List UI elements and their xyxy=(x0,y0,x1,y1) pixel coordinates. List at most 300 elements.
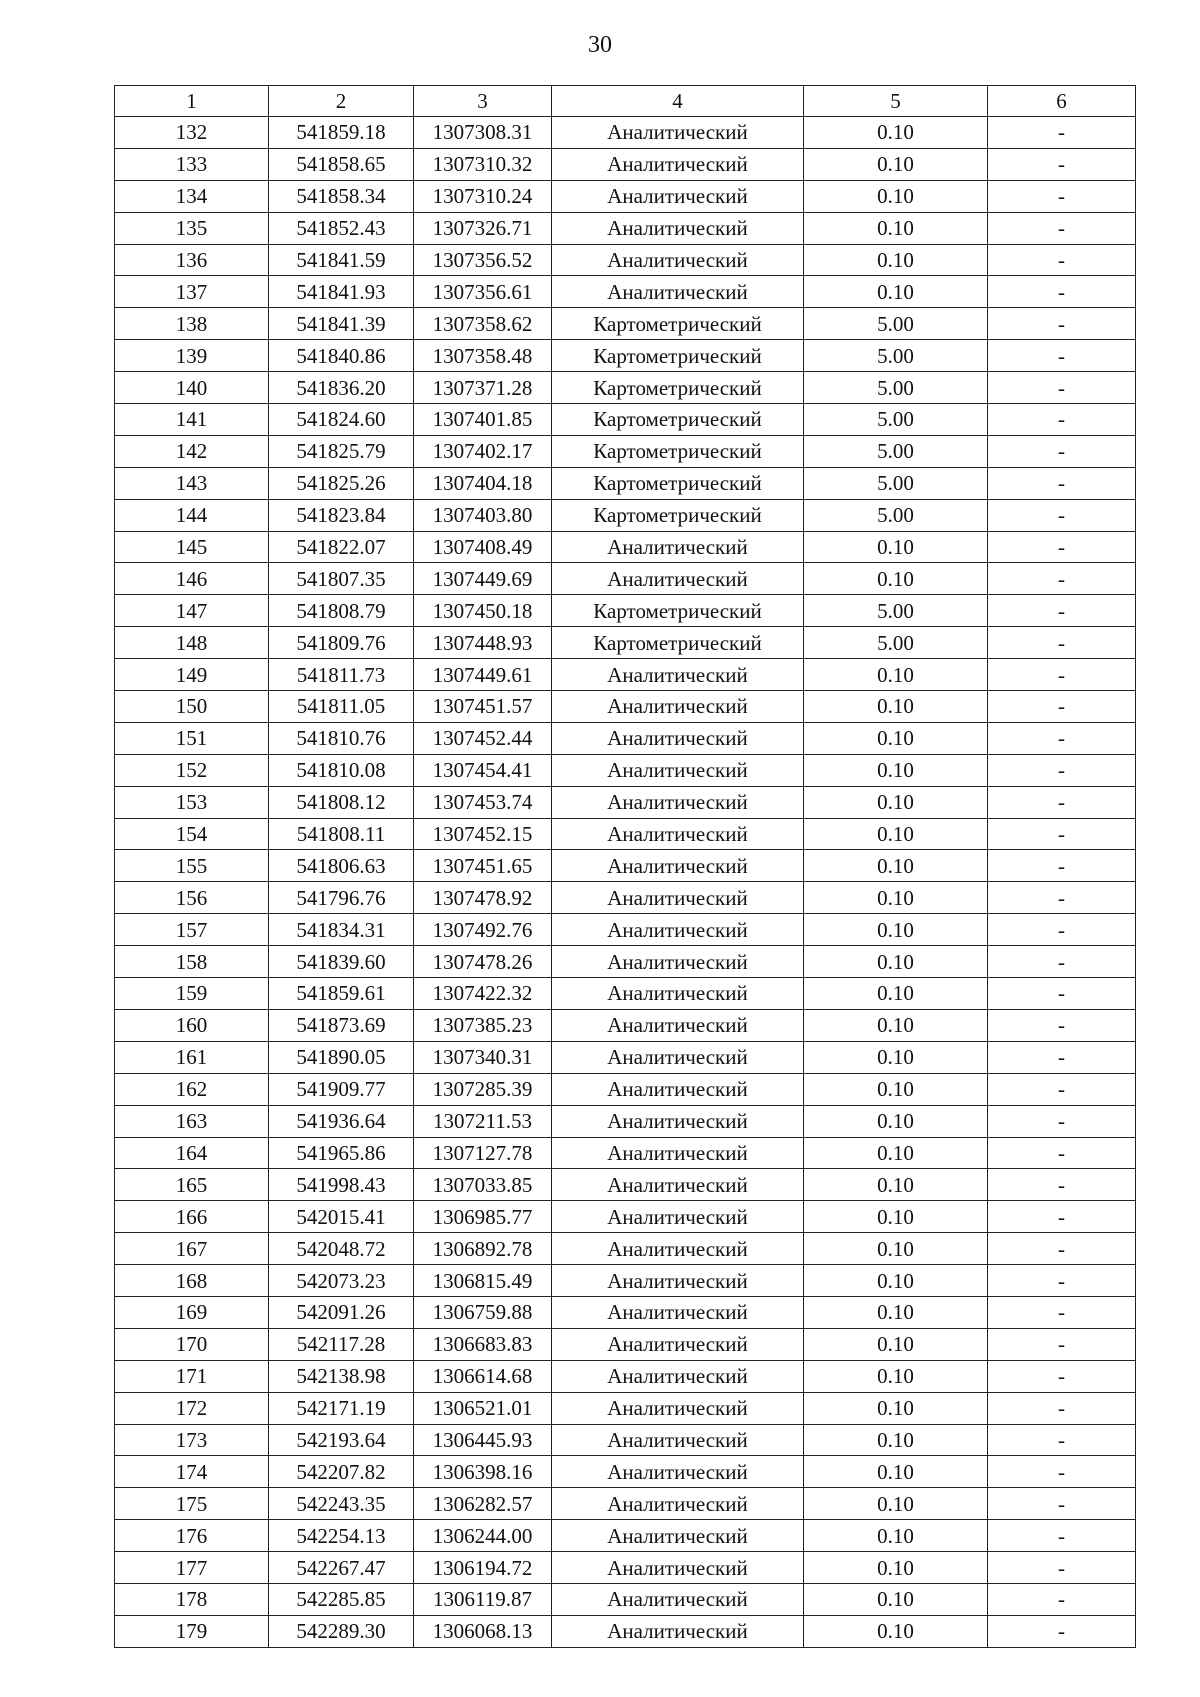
y-coordinate-cell: 1307478.26 xyxy=(414,946,552,978)
table-row xyxy=(115,1201,1136,1233)
table-row xyxy=(115,1041,1136,1073)
method-cell: Картометрический xyxy=(552,435,804,467)
y-coordinate-cell: 1307356.61 xyxy=(414,276,552,308)
table-row xyxy=(115,659,1136,691)
accuracy-cell: 0.10 xyxy=(804,563,988,595)
table-row xyxy=(115,595,1136,627)
table-row xyxy=(115,1360,1136,1392)
point-number-cell: 136 xyxy=(115,244,269,276)
x-coordinate-cell: 541796.76 xyxy=(269,882,414,914)
accuracy-cell: 0.10 xyxy=(804,659,988,691)
accuracy-cell: 5.00 xyxy=(804,627,988,659)
method-cell: Аналитический xyxy=(552,117,804,149)
note-cell: - xyxy=(988,435,1136,467)
table-row xyxy=(115,1105,1136,1137)
accuracy-cell: 0.10 xyxy=(804,1137,988,1169)
point-number-cell: 144 xyxy=(115,499,269,531)
table-row xyxy=(115,786,1136,818)
note-cell: - xyxy=(988,1009,1136,1041)
method-cell: Аналитический xyxy=(552,1041,804,1073)
note-cell: - xyxy=(988,1296,1136,1328)
point-number-cell: 161 xyxy=(115,1041,269,1073)
point-number-cell: 170 xyxy=(115,1328,269,1360)
method-cell: Аналитический xyxy=(552,850,804,882)
x-coordinate-cell: 541807.35 xyxy=(269,563,414,595)
method-cell: Аналитический xyxy=(552,691,804,723)
table-row xyxy=(115,818,1136,850)
note-cell: - xyxy=(988,786,1136,818)
y-coordinate-cell: 1306614.68 xyxy=(414,1360,552,1392)
accuracy-cell: 0.10 xyxy=(804,850,988,882)
y-coordinate-cell: 1307451.57 xyxy=(414,691,552,723)
method-cell: Картометрический xyxy=(552,404,804,436)
x-coordinate-cell: 541841.39 xyxy=(269,308,414,340)
table-row xyxy=(115,212,1136,244)
point-number-cell: 151 xyxy=(115,722,269,754)
note-cell: - xyxy=(988,212,1136,244)
x-coordinate-cell: 541858.65 xyxy=(269,148,414,180)
method-cell: Аналитический xyxy=(552,1456,804,1488)
method-cell: Аналитический xyxy=(552,1265,804,1297)
point-number-cell: 164 xyxy=(115,1137,269,1169)
point-number-cell: 146 xyxy=(115,563,269,595)
method-cell: Аналитический xyxy=(552,1424,804,1456)
accuracy-cell: 0.10 xyxy=(804,531,988,563)
y-coordinate-cell: 1307452.44 xyxy=(414,722,552,754)
note-cell: - xyxy=(988,1488,1136,1520)
header-cell-2: 2 xyxy=(269,86,414,117)
note-cell: - xyxy=(988,1041,1136,1073)
point-number-cell: 172 xyxy=(115,1392,269,1424)
table-row xyxy=(115,499,1136,531)
accuracy-cell: 0.10 xyxy=(804,754,988,786)
note-cell: - xyxy=(988,1169,1136,1201)
y-coordinate-cell: 1307448.93 xyxy=(414,627,552,659)
point-number-cell: 145 xyxy=(115,531,269,563)
y-coordinate-cell: 1307033.85 xyxy=(414,1169,552,1201)
accuracy-cell: 0.10 xyxy=(804,818,988,850)
y-coordinate-cell: 1307326.71 xyxy=(414,212,552,244)
y-coordinate-cell: 1306683.83 xyxy=(414,1328,552,1360)
method-cell: Аналитический xyxy=(552,978,804,1010)
header-row xyxy=(115,86,1136,117)
accuracy-cell: 5.00 xyxy=(804,340,988,372)
x-coordinate-cell: 541822.07 xyxy=(269,531,414,563)
x-coordinate-cell: 541808.11 xyxy=(269,818,414,850)
y-coordinate-cell: 1307356.52 xyxy=(414,244,552,276)
note-cell: - xyxy=(988,627,1136,659)
note-cell: - xyxy=(988,1328,1136,1360)
x-coordinate-cell: 542243.35 xyxy=(269,1488,414,1520)
point-number-cell: 141 xyxy=(115,404,269,436)
accuracy-cell: 0.10 xyxy=(804,1488,988,1520)
point-number-cell: 134 xyxy=(115,180,269,212)
note-cell: - xyxy=(988,978,1136,1010)
y-coordinate-cell: 1307211.53 xyxy=(414,1105,552,1137)
method-cell: Картометрический xyxy=(552,340,804,372)
method-cell: Аналитический xyxy=(552,1392,804,1424)
accuracy-cell: 0.10 xyxy=(804,1456,988,1488)
point-number-cell: 157 xyxy=(115,914,269,946)
method-cell: Аналитический xyxy=(552,148,804,180)
x-coordinate-cell: 541841.93 xyxy=(269,276,414,308)
x-coordinate-cell: 541834.31 xyxy=(269,914,414,946)
x-coordinate-cell: 541839.60 xyxy=(269,946,414,978)
table-row xyxy=(115,882,1136,914)
table-row xyxy=(115,850,1136,882)
table-row xyxy=(115,244,1136,276)
table-body xyxy=(115,117,1136,1648)
y-coordinate-cell: 1306068.13 xyxy=(414,1615,552,1647)
x-coordinate-cell: 541936.64 xyxy=(269,1105,414,1137)
y-coordinate-cell: 1307385.23 xyxy=(414,1009,552,1041)
table-row xyxy=(115,1424,1136,1456)
point-number-cell: 132 xyxy=(115,117,269,149)
y-coordinate-cell: 1307449.61 xyxy=(414,659,552,691)
y-coordinate-cell: 1307478.92 xyxy=(414,882,552,914)
table-row xyxy=(115,531,1136,563)
point-number-cell: 149 xyxy=(115,659,269,691)
method-cell: Аналитический xyxy=(552,1137,804,1169)
method-cell: Аналитический xyxy=(552,180,804,212)
note-cell: - xyxy=(988,1360,1136,1392)
point-number-cell: 135 xyxy=(115,212,269,244)
accuracy-cell: 5.00 xyxy=(804,435,988,467)
note-cell: - xyxy=(988,1615,1136,1647)
point-number-cell: 150 xyxy=(115,691,269,723)
method-cell: Аналитический xyxy=(552,1583,804,1615)
point-number-cell: 171 xyxy=(115,1360,269,1392)
accuracy-cell: 0.10 xyxy=(804,1233,988,1265)
table-row xyxy=(115,404,1136,436)
point-number-cell: 160 xyxy=(115,1009,269,1041)
method-cell: Аналитический xyxy=(552,1520,804,1552)
table-row xyxy=(115,372,1136,404)
accuracy-cell: 0.10 xyxy=(804,1296,988,1328)
y-coordinate-cell: 1307127.78 xyxy=(414,1137,552,1169)
y-coordinate-cell: 1306119.87 xyxy=(414,1583,552,1615)
x-coordinate-cell: 541890.05 xyxy=(269,1041,414,1073)
table-row xyxy=(115,1552,1136,1584)
header-cell-3: 3 xyxy=(414,86,552,117)
y-coordinate-cell: 1307454.41 xyxy=(414,754,552,786)
method-cell: Аналитический xyxy=(552,276,804,308)
table-row xyxy=(115,563,1136,595)
table-row xyxy=(115,276,1136,308)
point-number-cell: 155 xyxy=(115,850,269,882)
method-cell: Аналитический xyxy=(552,1169,804,1201)
table-row xyxy=(115,1009,1136,1041)
accuracy-cell: 0.10 xyxy=(804,180,988,212)
x-coordinate-cell: 542091.26 xyxy=(269,1296,414,1328)
table-row xyxy=(115,1296,1136,1328)
x-coordinate-cell: 541841.59 xyxy=(269,244,414,276)
method-cell: Аналитический xyxy=(552,1360,804,1392)
note-cell: - xyxy=(988,1201,1136,1233)
accuracy-cell: 0.10 xyxy=(804,722,988,754)
accuracy-cell: 5.00 xyxy=(804,404,988,436)
note-cell: - xyxy=(988,276,1136,308)
accuracy-cell: 0.10 xyxy=(804,882,988,914)
note-cell: - xyxy=(988,404,1136,436)
point-number-cell: 159 xyxy=(115,978,269,1010)
method-cell: Картометрический xyxy=(552,627,804,659)
x-coordinate-cell: 541852.43 xyxy=(269,212,414,244)
method-cell: Аналитический xyxy=(552,1615,804,1647)
method-cell: Аналитический xyxy=(552,1233,804,1265)
table-row xyxy=(115,1137,1136,1169)
x-coordinate-cell: 541909.77 xyxy=(269,1073,414,1105)
x-coordinate-cell: 541810.76 xyxy=(269,722,414,754)
accuracy-cell: 5.00 xyxy=(804,467,988,499)
accuracy-cell: 0.10 xyxy=(804,1201,988,1233)
accuracy-cell: 0.10 xyxy=(804,212,988,244)
note-cell: - xyxy=(988,244,1136,276)
note-cell: - xyxy=(988,1105,1136,1137)
x-coordinate-cell: 541806.63 xyxy=(269,850,414,882)
table-row xyxy=(115,180,1136,212)
x-coordinate-cell: 542254.13 xyxy=(269,1520,414,1552)
note-cell: - xyxy=(988,659,1136,691)
point-number-cell: 169 xyxy=(115,1296,269,1328)
note-cell: - xyxy=(988,499,1136,531)
note-cell: - xyxy=(988,1456,1136,1488)
accuracy-cell: 0.10 xyxy=(804,148,988,180)
method-cell: Аналитический xyxy=(552,244,804,276)
y-coordinate-cell: 1306985.77 xyxy=(414,1201,552,1233)
table-row xyxy=(115,1073,1136,1105)
page-number: 30 xyxy=(588,32,612,58)
x-coordinate-cell: 541809.76 xyxy=(269,627,414,659)
method-cell: Картометрический xyxy=(552,499,804,531)
point-number-cell: 156 xyxy=(115,882,269,914)
point-number-cell: 173 xyxy=(115,1424,269,1456)
table-header xyxy=(115,86,1136,117)
method-cell: Аналитический xyxy=(552,1009,804,1041)
point-number-cell: 140 xyxy=(115,372,269,404)
y-coordinate-cell: 1306815.49 xyxy=(414,1265,552,1297)
y-coordinate-cell: 1306521.01 xyxy=(414,1392,552,1424)
method-cell: Аналитический xyxy=(552,563,804,595)
y-coordinate-cell: 1306759.88 xyxy=(414,1296,552,1328)
point-number-cell: 162 xyxy=(115,1073,269,1105)
method-cell: Картометрический xyxy=(552,372,804,404)
x-coordinate-cell: 541808.12 xyxy=(269,786,414,818)
accuracy-cell: 0.10 xyxy=(804,1520,988,1552)
note-cell: - xyxy=(988,722,1136,754)
note-cell: - xyxy=(988,531,1136,563)
x-coordinate-cell: 541873.69 xyxy=(269,1009,414,1041)
point-number-cell: 165 xyxy=(115,1169,269,1201)
y-coordinate-cell: 1307358.62 xyxy=(414,308,552,340)
note-cell: - xyxy=(988,1265,1136,1297)
table-row xyxy=(115,1392,1136,1424)
y-coordinate-cell: 1306194.72 xyxy=(414,1552,552,1584)
accuracy-cell: 0.10 xyxy=(804,1328,988,1360)
x-coordinate-cell: 541823.84 xyxy=(269,499,414,531)
header-cell-1: 1 xyxy=(115,86,269,117)
point-number-cell: 158 xyxy=(115,946,269,978)
method-cell: Аналитический xyxy=(552,786,804,818)
point-number-cell: 154 xyxy=(115,818,269,850)
y-coordinate-cell: 1306892.78 xyxy=(414,1233,552,1265)
note-cell: - xyxy=(988,1073,1136,1105)
accuracy-cell: 0.10 xyxy=(804,1073,988,1105)
note-cell: - xyxy=(988,946,1136,978)
x-coordinate-cell: 541825.26 xyxy=(269,467,414,499)
accuracy-cell: 5.00 xyxy=(804,499,988,531)
point-number-cell: 176 xyxy=(115,1520,269,1552)
method-cell: Аналитический xyxy=(552,531,804,563)
method-cell: Аналитический xyxy=(552,212,804,244)
y-coordinate-cell: 1306244.00 xyxy=(414,1520,552,1552)
note-cell: - xyxy=(988,850,1136,882)
y-coordinate-cell: 1307371.28 xyxy=(414,372,552,404)
accuracy-cell: 0.10 xyxy=(804,244,988,276)
accuracy-cell: 0.10 xyxy=(804,946,988,978)
note-cell: - xyxy=(988,1552,1136,1584)
table-row xyxy=(115,1456,1136,1488)
table-row xyxy=(115,1615,1136,1647)
table-row xyxy=(115,467,1136,499)
x-coordinate-cell: 541811.05 xyxy=(269,691,414,723)
y-coordinate-cell: 1307452.15 xyxy=(414,818,552,850)
method-cell: Аналитический xyxy=(552,1296,804,1328)
accuracy-cell: 0.10 xyxy=(804,1552,988,1584)
point-number-cell: 178 xyxy=(115,1583,269,1615)
point-number-cell: 166 xyxy=(115,1201,269,1233)
note-cell: - xyxy=(988,308,1136,340)
y-coordinate-cell: 1306445.93 xyxy=(414,1424,552,1456)
x-coordinate-cell: 542015.41 xyxy=(269,1201,414,1233)
y-coordinate-cell: 1307404.18 xyxy=(414,467,552,499)
method-cell: Аналитический xyxy=(552,914,804,946)
y-coordinate-cell: 1307492.76 xyxy=(414,914,552,946)
x-coordinate-cell: 542138.98 xyxy=(269,1360,414,1392)
y-coordinate-cell: 1307449.69 xyxy=(414,563,552,595)
x-coordinate-cell: 542048.72 xyxy=(269,1233,414,1265)
method-cell: Аналитический xyxy=(552,1552,804,1584)
point-number-cell: 174 xyxy=(115,1456,269,1488)
note-cell: - xyxy=(988,467,1136,499)
accuracy-cell: 0.10 xyxy=(804,691,988,723)
y-coordinate-cell: 1307401.85 xyxy=(414,404,552,436)
point-number-cell: 153 xyxy=(115,786,269,818)
y-coordinate-cell: 1307450.18 xyxy=(414,595,552,627)
method-cell: Аналитический xyxy=(552,882,804,914)
note-cell: - xyxy=(988,1392,1136,1424)
point-number-cell: 137 xyxy=(115,276,269,308)
accuracy-cell: 5.00 xyxy=(804,372,988,404)
accuracy-cell: 0.10 xyxy=(804,117,988,149)
note-cell: - xyxy=(988,914,1136,946)
table-row xyxy=(115,691,1136,723)
point-number-cell: 167 xyxy=(115,1233,269,1265)
coordinates-table xyxy=(114,85,1136,1648)
method-cell: Аналитический xyxy=(552,818,804,850)
table-row xyxy=(115,1488,1136,1520)
accuracy-cell: 0.10 xyxy=(804,1583,988,1615)
accuracy-cell: 0.10 xyxy=(804,1169,988,1201)
table-row xyxy=(115,914,1136,946)
y-coordinate-cell: 1307340.31 xyxy=(414,1041,552,1073)
header-cell-5: 5 xyxy=(804,86,988,117)
method-cell: Картометрический xyxy=(552,467,804,499)
accuracy-cell: 5.00 xyxy=(804,308,988,340)
x-coordinate-cell: 541836.20 xyxy=(269,372,414,404)
method-cell: Аналитический xyxy=(552,1201,804,1233)
point-number-cell: 179 xyxy=(115,1615,269,1647)
method-cell: Картометрический xyxy=(552,595,804,627)
x-coordinate-cell: 542207.82 xyxy=(269,1456,414,1488)
table-row xyxy=(115,627,1136,659)
y-coordinate-cell: 1306282.57 xyxy=(414,1488,552,1520)
x-coordinate-cell: 541824.60 xyxy=(269,404,414,436)
note-cell: - xyxy=(988,1424,1136,1456)
note-cell: - xyxy=(988,882,1136,914)
point-number-cell: 152 xyxy=(115,754,269,786)
accuracy-cell: 0.10 xyxy=(804,1105,988,1137)
table-row xyxy=(115,978,1136,1010)
method-cell: Аналитический xyxy=(552,754,804,786)
x-coordinate-cell: 541859.18 xyxy=(269,117,414,149)
y-coordinate-cell: 1306398.16 xyxy=(414,1456,552,1488)
y-coordinate-cell: 1307408.49 xyxy=(414,531,552,563)
method-cell: Аналитический xyxy=(552,659,804,691)
y-coordinate-cell: 1307310.32 xyxy=(414,148,552,180)
method-cell: Аналитический xyxy=(552,1105,804,1137)
y-coordinate-cell: 1307403.80 xyxy=(414,499,552,531)
table-row xyxy=(115,340,1136,372)
x-coordinate-cell: 541825.79 xyxy=(269,435,414,467)
note-cell: - xyxy=(988,595,1136,627)
note-cell: - xyxy=(988,691,1136,723)
accuracy-cell: 0.10 xyxy=(804,1360,988,1392)
x-coordinate-cell: 542267.47 xyxy=(269,1552,414,1584)
accuracy-cell: 0.10 xyxy=(804,786,988,818)
table-row xyxy=(115,1265,1136,1297)
point-number-cell: 175 xyxy=(115,1488,269,1520)
accuracy-cell: 0.10 xyxy=(804,1041,988,1073)
point-number-cell: 133 xyxy=(115,148,269,180)
table-row xyxy=(115,754,1136,786)
note-cell: - xyxy=(988,117,1136,149)
x-coordinate-cell: 542289.30 xyxy=(269,1615,414,1647)
note-cell: - xyxy=(988,1233,1136,1265)
x-coordinate-cell: 541998.43 xyxy=(269,1169,414,1201)
method-cell: Аналитический xyxy=(552,1488,804,1520)
table-row xyxy=(115,1233,1136,1265)
y-coordinate-cell: 1307451.65 xyxy=(414,850,552,882)
method-cell: Аналитический xyxy=(552,722,804,754)
accuracy-cell: 0.10 xyxy=(804,978,988,1010)
x-coordinate-cell: 542171.19 xyxy=(269,1392,414,1424)
point-number-cell: 139 xyxy=(115,340,269,372)
point-number-cell: 168 xyxy=(115,1265,269,1297)
point-number-cell: 143 xyxy=(115,467,269,499)
y-coordinate-cell: 1307308.31 xyxy=(414,117,552,149)
point-number-cell: 138 xyxy=(115,308,269,340)
note-cell: - xyxy=(988,148,1136,180)
note-cell: - xyxy=(988,372,1136,404)
method-cell: Аналитический xyxy=(552,946,804,978)
table-row xyxy=(115,435,1136,467)
accuracy-cell: 5.00 xyxy=(804,595,988,627)
note-cell: - xyxy=(988,180,1136,212)
header-cell-6: 6 xyxy=(988,86,1136,117)
y-coordinate-cell: 1307422.32 xyxy=(414,978,552,1010)
accuracy-cell: 0.10 xyxy=(804,914,988,946)
